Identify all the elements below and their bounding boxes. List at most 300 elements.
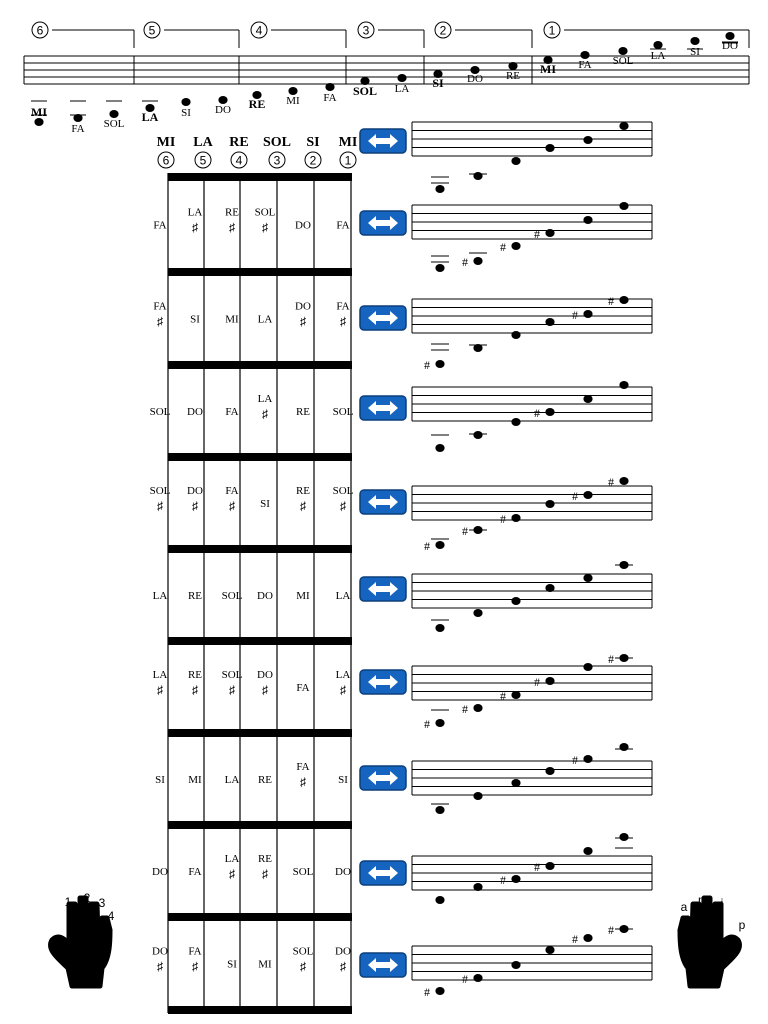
fret-note-name: SI [227,958,237,971]
scale-note [583,136,592,144]
note-head [580,51,589,59]
small-staff [412,381,652,452]
scale-row-1 [360,122,652,193]
sharp-sign: # [534,406,540,420]
note-head [545,408,554,416]
note-label: LA [141,110,159,124]
note-head [619,925,628,933]
note-head [583,310,592,318]
note-head [473,257,482,265]
scale-note [572,489,593,503]
fret [168,913,352,921]
fret-note [336,590,351,602]
scale-note [469,172,487,180]
sharp-sign: # [424,539,430,553]
string-number: 2 [309,153,317,168]
note-head [435,624,444,632]
note-head [325,83,334,91]
top-note [650,41,666,62]
small-staff [412,202,652,272]
sharp-sign: ♯ [229,867,235,881]
note-head [473,172,482,180]
small-staff [412,743,652,814]
sharp-sign: ♯ [157,959,163,974]
fret-8 [152,853,351,881]
sharp-sign: # [462,972,468,986]
scale-note [511,418,520,426]
right-finger-label: a [680,900,688,914]
note-head [109,110,118,118]
right-finger-label: p [738,918,746,932]
open-string-circle-4 [231,152,247,168]
fret-note [260,498,270,510]
note-head [435,896,444,904]
note-head [618,47,627,55]
fret-note [187,485,203,513]
top-note [286,87,300,107]
fret [168,361,352,369]
fret-note-name: DO [335,866,351,878]
scale-note [473,609,482,617]
sharp-sign: # [534,227,540,241]
note-head [473,704,482,712]
fret-7 [155,761,348,789]
open-string-name: LA [193,135,213,150]
fret-note [188,590,202,602]
note-head [545,584,554,592]
fret-note [188,866,201,878]
fret-note [152,946,168,974]
note-head [545,677,554,685]
fret [168,1006,352,1014]
note-label: FA [71,123,85,135]
note-label: MI [31,105,47,119]
fret-note [258,393,273,421]
scale-note [608,923,633,937]
fret-note [227,959,237,971]
open-string-circle-3 [269,152,285,168]
fret-note [225,207,239,235]
scale-note [462,524,487,538]
scale-row-3 [360,294,652,372]
fret [168,637,352,645]
sharp-sign: ♯ [157,499,163,513]
string-marker-1 [544,22,749,48]
scale-note [583,574,592,582]
fret-note-name: LA [335,590,351,602]
fret-note [255,207,276,235]
fret-note-name: FA [296,761,310,773]
double-arrow-icon [360,953,406,977]
note-label: DO [467,73,483,85]
note-head [73,114,82,122]
fret-note-name: SI [190,313,200,326]
fret-note-name: MI [258,958,272,971]
fret-note-name: FA [336,300,350,313]
scale-note [431,256,449,272]
fret-note-name: LA [335,669,351,681]
right-hand-icon [680,898,739,986]
note-head [511,875,520,883]
right-finger-label: i [720,896,724,910]
sharp-sign: ♯ [262,220,268,235]
note-head [619,561,628,569]
fret-note [222,590,243,602]
sharp-sign: ♯ [300,959,306,974]
double-arrow-icon [360,670,406,694]
note-label: LA [394,83,410,95]
top-note [506,62,520,82]
fret-note-name: SOL [221,669,243,681]
note-head [511,242,520,250]
note-head [545,229,554,237]
sharp-sign: # [500,689,506,703]
fretboard [150,135,358,1014]
sharp-sign: ♯ [300,775,306,789]
top-note [31,101,47,126]
scale-note [545,584,554,592]
scale-note [500,873,521,887]
note-head [545,500,554,508]
sharp-sign: ♯ [262,683,268,697]
fret-note [258,853,272,881]
fret-note [296,682,309,694]
sharp-sign: ♯ [229,220,235,235]
note-head [583,663,592,671]
fret-note-name: SOL [332,406,354,418]
fret-note [257,669,273,697]
scale-row-9 [360,833,652,904]
fret-note-name: SOL [149,485,171,497]
small-staff [412,652,652,731]
note-head [435,541,444,549]
string-number: 3 [273,153,281,168]
fret-note-name: LA [257,393,273,405]
note-head [619,381,628,389]
scale-note [545,500,554,508]
double-arrow-icon [360,861,406,885]
fret-note-name: SOL [292,866,314,878]
fret-note-name: FA [153,219,167,232]
note-head [583,847,592,855]
fret-note [225,406,238,418]
right-finger-label: m [698,893,708,907]
nut [168,173,352,181]
note-head [473,344,482,352]
top-note [249,91,266,111]
fret-note [153,590,168,602]
string-marker-5 [144,22,239,48]
fret-note-name: DO [187,485,203,497]
sharp-sign: # [572,932,578,946]
scale-note [431,620,449,632]
note-label: LA [650,50,666,62]
fret-6 [153,669,351,697]
string-marker-2 [435,22,532,48]
top-note [722,32,738,52]
fret-note [187,406,203,418]
double-arrow-icon [360,306,406,330]
fret-note [225,314,239,326]
note-head [653,41,662,49]
scale-note [511,779,520,787]
fret-note-name: SOL [221,590,243,602]
open-string-name: RE [229,135,249,150]
scale-note [608,475,629,489]
small-staff [412,923,652,999]
note-head [583,216,592,224]
fret-note-name: LA [224,774,240,786]
note-head [34,118,43,126]
open-string-circle-1 [340,152,356,168]
note-head [545,862,554,870]
left-hand-icon [51,898,110,986]
fret-9 [152,946,351,974]
fret-note-name: LA [152,669,168,681]
open-string-circle-5 [195,152,211,168]
note-head [511,331,520,339]
fret-5 [153,590,351,602]
sharp-sign: # [608,475,614,489]
open-string-name: SOL [262,135,292,150]
note-head [511,514,520,522]
note-head [435,360,444,368]
note-head [511,597,520,605]
top-note [687,37,703,58]
scale-note [619,202,628,210]
note-head [619,122,628,130]
fret-note-name: SI [338,774,348,786]
sharp-sign: # [500,512,506,526]
note-head [619,477,628,485]
fret-note [336,669,351,697]
note-head [508,62,517,70]
note-head [473,883,482,891]
fret-note [225,485,238,513]
scale-note [431,177,449,193]
scale-note [545,946,554,954]
note-head [545,767,554,775]
fret-note [155,774,165,786]
scale-note [545,318,554,326]
sharp-sign: # [572,753,578,767]
fret [168,453,352,461]
fret-note [188,774,202,786]
fret-note-name: FA [153,300,167,313]
sharp-sign: ♯ [300,314,306,329]
note-head [583,755,592,763]
sharp-sign: # [424,717,430,731]
fret-note [188,207,203,235]
fret-note [225,853,240,881]
fret-note-name: RE [295,485,311,497]
fret-note-name: SOL [292,945,314,958]
string-number: 6 [36,23,44,38]
scale-note [615,561,633,569]
scale-note [469,344,487,352]
fret-note [258,314,273,326]
left-finger-label: 4 [107,909,115,923]
note-head [619,654,628,662]
scale-note [608,652,633,666]
note-label: RE [505,70,521,82]
fret-note-name: LA [257,313,273,326]
fret-note-name: DO [335,945,351,958]
scale-note [572,932,593,946]
string-number: 4 [255,23,263,38]
fret-note [258,774,272,786]
fret-1 [153,207,349,235]
note-head [435,719,444,727]
scale-note [500,240,521,254]
top-note [181,98,191,119]
scale-note [583,663,592,671]
scale-note [424,985,445,999]
scale-note [572,753,593,767]
top-note [540,56,556,76]
top-note [353,77,377,98]
scale-note [572,308,593,322]
fret-note [152,866,168,878]
fret [168,268,352,276]
fret [168,821,352,829]
small-staff [412,475,652,553]
fret-note [190,314,200,326]
note-label: SI [432,76,444,90]
note-head [473,974,482,982]
scale-note [462,253,487,269]
top-note [104,101,125,130]
string-marker-6 [32,22,134,48]
note-head [511,961,520,969]
sharp-sign: ♯ [229,683,235,697]
note-head [725,32,734,40]
fret-note-name: FA [296,682,310,694]
note-head [619,833,628,841]
note-label: RE [248,97,266,111]
fret-note [225,774,240,786]
string-number: 4 [235,153,243,168]
string-number: 2 [439,23,447,38]
scale-note [511,597,520,605]
scale-row-6 [360,561,652,632]
scale-note [583,216,592,224]
sharp-sign: # [608,652,614,666]
double-arrow-icon [360,396,406,420]
scale-note [545,144,554,152]
fret-note-name: DO [257,669,273,681]
note-head [545,946,554,954]
scale-note [545,767,554,775]
scale-note [534,675,555,689]
scale-note [511,331,520,339]
fret-note-name: FA [336,219,350,232]
note-label: DO [215,104,231,116]
scale-note [511,157,520,165]
sharp-sign: ♯ [340,499,346,513]
left-finger-label: 1 [64,895,72,909]
scale-row-5 [360,475,652,553]
top-note [467,66,483,85]
note-label: DO [722,40,738,52]
scale-note [469,431,487,439]
top-note [215,96,231,116]
sharp-sign: # [424,358,430,372]
fret-note-name: MI [296,590,310,602]
sharp-sign: # [500,240,506,254]
hand-silhouette [51,898,110,986]
fret-note [335,946,351,974]
fret [168,729,352,737]
note-head [583,934,592,942]
top-note [70,101,86,135]
fret-note [150,406,171,418]
note-head [435,987,444,995]
sharp-sign: # [462,255,468,269]
top-note [578,51,591,71]
fret-note-name: RE [224,206,240,219]
open-string-name: MI [156,135,176,150]
sharp-sign: # [534,675,540,689]
scale-note [619,381,628,389]
sharp-sign: # [462,702,468,716]
fret-note [296,761,309,789]
fret-note-name: DO [187,406,203,418]
hand-silhouette [680,898,739,986]
scale-note [583,847,592,855]
note-head [511,418,520,426]
fret-note-name: MI [225,313,239,326]
string-number: 1 [548,23,556,38]
scale-note [615,833,633,848]
note-label: SOL [103,118,125,130]
sharp-sign: ♯ [262,867,268,881]
scale-row-10 [360,923,652,999]
fret-note [293,946,314,974]
double-arrow-icon [360,766,406,790]
scale-note [424,539,449,553]
top-note [432,70,444,90]
open-string-circle-6 [158,152,174,168]
fret-note [295,301,311,329]
fret-note-name: DO [295,300,311,313]
fret-note [336,301,349,329]
note-label: SI [690,46,700,58]
note-head [545,144,554,152]
note-head [435,444,444,452]
sharp-sign: # [424,985,430,999]
scale-note [424,710,449,731]
fret-note [258,959,272,971]
scale-row-8 [360,743,652,814]
fret-note [293,866,314,878]
scale-note [431,804,449,814]
sharp-sign: ♯ [229,499,235,513]
note-head [511,691,520,699]
note-head [583,395,592,403]
top-note [613,47,634,67]
sharp-sign: # [500,873,506,887]
fret-note [336,220,349,232]
scale-row-4 [360,381,652,452]
scale-note [619,122,628,130]
sharp-sign: ♯ [192,220,198,235]
fret-note [335,866,351,878]
fret-note-name: DO [295,219,311,232]
scale-row-7 [360,652,652,731]
note-head [545,318,554,326]
double-arrow-icon [360,211,406,235]
